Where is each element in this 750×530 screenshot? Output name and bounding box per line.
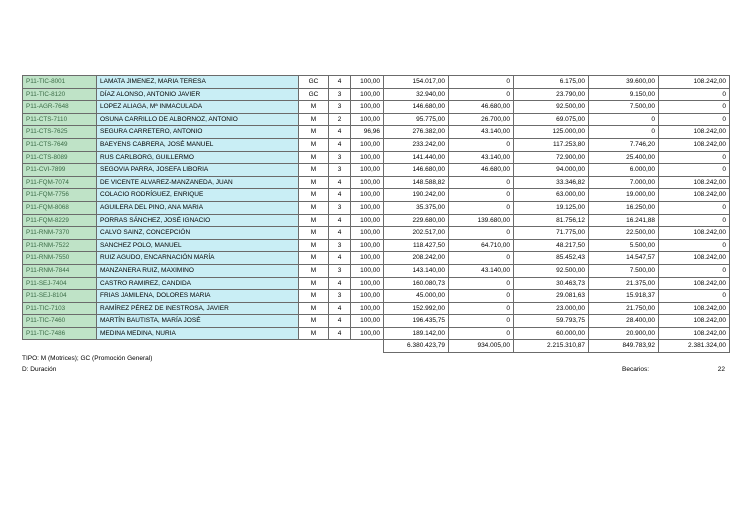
cell-dur: 3 bbox=[329, 88, 351, 101]
cell-c4: 0 bbox=[659, 101, 730, 114]
cell-tipo: M bbox=[299, 201, 329, 214]
cell-tipo: M bbox=[299, 264, 329, 277]
cell-dur: 4 bbox=[329, 302, 351, 315]
cell-c4: 108.242,00 bbox=[659, 189, 730, 202]
cell-c3: 22.500,00 bbox=[589, 227, 659, 240]
cell-pct: 100,00 bbox=[351, 239, 384, 252]
cell-c2: 60.000,00 bbox=[514, 327, 589, 340]
legend-tipo: TIPO: M (Motrices); GC (Promoción General) bbox=[22, 355, 153, 362]
total-col3: 849.783,92 bbox=[589, 340, 659, 353]
cell-tipo: M bbox=[299, 277, 329, 290]
cell-c2: 92.500,00 bbox=[514, 101, 589, 114]
cell-tipo: M bbox=[299, 138, 329, 151]
cell-c3: 9.150,00 bbox=[589, 88, 659, 101]
total-sum: 6.380.423,79 bbox=[384, 340, 449, 353]
cell-c4: 0 bbox=[659, 151, 730, 164]
cell-total: 146.680,00 bbox=[384, 101, 449, 114]
cell-c2: 29.081,63 bbox=[514, 290, 589, 303]
cell-c4: 108.242,00 bbox=[659, 252, 730, 265]
cell-name: MARTÍN BAUTISTA, MARÍA JOSÉ bbox=[97, 315, 299, 328]
cell-dur: 4 bbox=[329, 189, 351, 202]
total-col1: 934.005,00 bbox=[449, 340, 514, 353]
table-body bbox=[23, 76, 730, 340]
cell-dur: 3 bbox=[329, 290, 351, 303]
cell-pct: 100,00 bbox=[351, 227, 384, 240]
cell-c2: 63.000,00 bbox=[514, 189, 589, 202]
cell-code: P11-CTS-8089 bbox=[23, 151, 97, 164]
table-row bbox=[23, 126, 730, 139]
cell-c1: 0 bbox=[449, 277, 514, 290]
cell-name: LAMATA JIMENEZ, MARIA TERESA bbox=[97, 76, 299, 89]
cell-pct: 100,00 bbox=[351, 101, 384, 114]
cell-pct: 100,00 bbox=[351, 315, 384, 328]
cell-code: P11-CTS-7649 bbox=[23, 138, 97, 151]
table-row bbox=[23, 252, 730, 265]
cell-total: 146.680,00 bbox=[384, 164, 449, 177]
cell-c3: 16.241,88 bbox=[589, 214, 659, 227]
table-row bbox=[23, 315, 730, 328]
cell-pct: 100,00 bbox=[351, 176, 384, 189]
cell-pct: 96,96 bbox=[351, 126, 384, 139]
cell-c2: 71.775,00 bbox=[514, 227, 589, 240]
cell-total: 229.680,00 bbox=[384, 214, 449, 227]
cell-name: SANCHEZ POLO, MANUEL bbox=[97, 239, 299, 252]
cell-c1: 43.140,00 bbox=[449, 126, 514, 139]
cell-dur: 4 bbox=[329, 76, 351, 89]
cell-pct: 100,00 bbox=[351, 164, 384, 177]
cell-c4: 0 bbox=[659, 214, 730, 227]
table-row bbox=[23, 302, 730, 315]
cell-code: P11-TIC-8120 bbox=[23, 88, 97, 101]
cell-name: BAEYENS CABRERA, JOSÉ MANUEL bbox=[97, 138, 299, 151]
cell-tipo: M bbox=[299, 239, 329, 252]
cell-tipo: M bbox=[299, 126, 329, 139]
cell-code: P11-RNM-7844 bbox=[23, 264, 97, 277]
legend-duration: D: Duración bbox=[22, 366, 57, 373]
cell-dur: 4 bbox=[329, 126, 351, 139]
cell-code: P11-RNM-7550 bbox=[23, 252, 97, 265]
cell-c2: 125.000,00 bbox=[514, 126, 589, 139]
cell-tipo: M bbox=[299, 227, 329, 240]
cell-code: P11-FQM-8229 bbox=[23, 214, 97, 227]
cell-c4: 0 bbox=[659, 290, 730, 303]
cell-dur: 2 bbox=[329, 113, 351, 126]
table-row bbox=[23, 239, 730, 252]
cell-c2: 94.000,00 bbox=[514, 164, 589, 177]
cell-tipo: GC bbox=[299, 88, 329, 101]
cell-dur: 4 bbox=[329, 214, 351, 227]
cell-dur: 4 bbox=[329, 227, 351, 240]
cell-name: RAMÍREZ PÉREZ DE INESTROSA, JAVIER bbox=[97, 302, 299, 315]
cell-code: P11-RNM-7522 bbox=[23, 239, 97, 252]
cell-c1: 139.680,00 bbox=[449, 214, 514, 227]
cell-c3: 7.500,00 bbox=[589, 101, 659, 114]
cell-dur: 4 bbox=[329, 327, 351, 340]
cell-c2: 23.790,00 bbox=[514, 88, 589, 101]
cell-name: SEGURA CARRETERO, ANTONIO bbox=[97, 126, 299, 139]
cell-total: 32.940,00 bbox=[384, 88, 449, 101]
table-row bbox=[23, 138, 730, 151]
table-row bbox=[23, 113, 730, 126]
cell-pct: 100,00 bbox=[351, 277, 384, 290]
cell-pct: 100,00 bbox=[351, 252, 384, 265]
cell-c4: 0 bbox=[659, 239, 730, 252]
cell-c3: 7.500,00 bbox=[589, 264, 659, 277]
table-row bbox=[23, 76, 730, 89]
cell-tipo: M bbox=[299, 214, 329, 227]
cell-c1: 0 bbox=[449, 176, 514, 189]
cell-c2: 59.793,75 bbox=[514, 315, 589, 328]
cell-tipo: M bbox=[299, 189, 329, 202]
cell-c4: 0 bbox=[659, 201, 730, 214]
becarios-count: 22 bbox=[717, 366, 725, 373]
cell-total: 95.775,00 bbox=[384, 113, 449, 126]
cell-c3: 16.250,00 bbox=[589, 201, 659, 214]
cell-c1: 0 bbox=[449, 201, 514, 214]
totals-row bbox=[23, 340, 730, 353]
cell-pct: 100,00 bbox=[351, 290, 384, 303]
cell-c1: 64.710,00 bbox=[449, 239, 514, 252]
cell-pct: 100,00 bbox=[351, 214, 384, 227]
cell-c2: 92.500,00 bbox=[514, 264, 589, 277]
cell-c1: 0 bbox=[449, 302, 514, 315]
cell-pct: 100,00 bbox=[351, 88, 384, 101]
cell-name: FRIAS JAMILENA, DOLORES MARIA bbox=[97, 290, 299, 303]
cell-c4: 108.242,00 bbox=[659, 327, 730, 340]
table-row bbox=[23, 164, 730, 177]
cell-c1: 0 bbox=[449, 76, 514, 89]
cell-code: P11-FQM-7074 bbox=[23, 176, 97, 189]
becarios-label: Becarios: bbox=[622, 366, 650, 373]
cell-c1: 0 bbox=[449, 315, 514, 328]
table-row bbox=[23, 277, 730, 290]
cell-pct: 100,00 bbox=[351, 264, 384, 277]
cell-c1: 26.700,00 bbox=[449, 113, 514, 126]
cell-c3: 0 bbox=[589, 113, 659, 126]
cell-code: P11-TIC-7103 bbox=[23, 302, 97, 315]
cell-tipo: M bbox=[299, 176, 329, 189]
cell-total: 141.440,00 bbox=[384, 151, 449, 164]
cell-code: P11-RNM-7370 bbox=[23, 227, 97, 240]
cell-c1: 0 bbox=[449, 327, 514, 340]
cell-name: COLACIO RODRÍGUEZ, ENRIQUE bbox=[97, 189, 299, 202]
cell-total: 35.375,00 bbox=[384, 201, 449, 214]
cell-tipo: M bbox=[299, 315, 329, 328]
cell-c4: 108.242,00 bbox=[659, 277, 730, 290]
cell-tipo: M bbox=[299, 101, 329, 114]
cell-c3: 39.600,00 bbox=[589, 76, 659, 89]
cell-c3: 21.375,00 bbox=[589, 277, 659, 290]
cell-dur: 4 bbox=[329, 252, 351, 265]
cell-c4: 108.242,00 bbox=[659, 315, 730, 328]
cell-tipo: M bbox=[299, 164, 329, 177]
cell-c3: 20.900,00 bbox=[589, 327, 659, 340]
cell-total: 276.382,00 bbox=[384, 126, 449, 139]
cell-c3: 7.000,00 bbox=[589, 176, 659, 189]
cell-dur: 3 bbox=[329, 264, 351, 277]
cell-c4: 0 bbox=[659, 264, 730, 277]
cell-c1: 46.680,00 bbox=[449, 164, 514, 177]
cell-c3: 7.746,20 bbox=[589, 138, 659, 151]
cell-tipo: GC bbox=[299, 76, 329, 89]
table-row bbox=[23, 327, 730, 340]
cell-code: P11-TIC-7486 bbox=[23, 327, 97, 340]
total-col4: 2.381.324,00 bbox=[659, 340, 730, 353]
cell-pct: 100,00 bbox=[351, 113, 384, 126]
cell-c4: 108.242,00 bbox=[659, 302, 730, 315]
cell-c2: 19.125,00 bbox=[514, 201, 589, 214]
cell-code: P11-SEJ-8104 bbox=[23, 290, 97, 303]
table-row bbox=[23, 227, 730, 240]
cell-c2: 72.900,00 bbox=[514, 151, 589, 164]
cell-total: 154.017,00 bbox=[384, 76, 449, 89]
cell-total: 45.000,00 bbox=[384, 290, 449, 303]
cell-dur: 3 bbox=[329, 164, 351, 177]
cell-total: 208.242,00 bbox=[384, 252, 449, 265]
cell-c4: 108.242,00 bbox=[659, 76, 730, 89]
cell-c3: 0 bbox=[589, 126, 659, 139]
cell-pct: 100,00 bbox=[351, 151, 384, 164]
cell-c1: 43.140,00 bbox=[449, 151, 514, 164]
cell-tipo: M bbox=[299, 302, 329, 315]
cell-c4: 108.242,00 bbox=[659, 138, 730, 151]
cell-c1: 0 bbox=[449, 189, 514, 202]
cell-c4: 108.242,00 bbox=[659, 176, 730, 189]
cell-name: CALVO SAINZ, CONCEPCIÓN bbox=[97, 227, 299, 240]
cell-code: P11-TIC-8001 bbox=[23, 76, 97, 89]
table-row bbox=[23, 176, 730, 189]
cell-pct: 100,00 bbox=[351, 76, 384, 89]
cell-total: 160.080,73 bbox=[384, 277, 449, 290]
table-row bbox=[23, 189, 730, 202]
cell-code: P11-TIC-7460 bbox=[23, 315, 97, 328]
cell-c3: 15.918,37 bbox=[589, 290, 659, 303]
cell-name: AGUILERA DEL PINO, ANA MARIA bbox=[97, 201, 299, 214]
table-row bbox=[23, 264, 730, 277]
cell-c2: 48.217,50 bbox=[514, 239, 589, 252]
cell-c3: 14.547,57 bbox=[589, 252, 659, 265]
cell-code: P11-AGR-7648 bbox=[23, 101, 97, 114]
cell-name: PORRAS SÁNCHEZ, JOSÉ IGNACIO bbox=[97, 214, 299, 227]
cell-name: LOPEZ ALIAGA, Mª INMACULADA bbox=[97, 101, 299, 114]
cell-name: DÍAZ ALONSO, ANTONIO JAVIER bbox=[97, 88, 299, 101]
cell-pct: 100,00 bbox=[351, 201, 384, 214]
cell-tipo: M bbox=[299, 290, 329, 303]
cell-name: MANZANERA RUIZ, MAXIMINO bbox=[97, 264, 299, 277]
cell-dur: 4 bbox=[329, 277, 351, 290]
cell-name: RUS CARLBORG, GUILLERMO bbox=[97, 151, 299, 164]
cell-total: 152.992,00 bbox=[384, 302, 449, 315]
cell-c4: 0 bbox=[659, 88, 730, 101]
cell-c1: 0 bbox=[449, 290, 514, 303]
cell-total: 143.140,00 bbox=[384, 264, 449, 277]
cell-name: RUIZ AGUDO, ENCARNACIÓN MARÍA bbox=[97, 252, 299, 265]
cell-code: P11-CVI-7899 bbox=[23, 164, 97, 177]
cell-name: SEGOVIA PARRA, JOSEFA LIBORIA bbox=[97, 164, 299, 177]
cell-c1: 0 bbox=[449, 252, 514, 265]
cell-c2: 33.346,82 bbox=[514, 176, 589, 189]
cell-c3: 19.000,00 bbox=[589, 189, 659, 202]
cell-name: DE VICENTE ALVAREZ-MANZANEDA, JUAN bbox=[97, 176, 299, 189]
table-row bbox=[23, 201, 730, 214]
cell-tipo: M bbox=[299, 327, 329, 340]
cell-c2: 81.756,12 bbox=[514, 214, 589, 227]
table-row bbox=[23, 290, 730, 303]
total-col2: 2.215.310,87 bbox=[514, 340, 589, 353]
cell-c3: 5.500,00 bbox=[589, 239, 659, 252]
cell-pct: 100,00 bbox=[351, 189, 384, 202]
cell-total: 118.427,50 bbox=[384, 239, 449, 252]
cell-dur: 3 bbox=[329, 101, 351, 114]
cell-tipo: M bbox=[299, 113, 329, 126]
cell-code: P11-CTS-7625 bbox=[23, 126, 97, 139]
cell-c4: 0 bbox=[659, 113, 730, 126]
cell-total: 202.517,00 bbox=[384, 227, 449, 240]
cell-name: MEDINA MEDINA, NURIA bbox=[97, 327, 299, 340]
cell-c3: 28.400,00 bbox=[589, 315, 659, 328]
cell-c2: 6.175,00 bbox=[514, 76, 589, 89]
cell-total: 196.435,75 bbox=[384, 315, 449, 328]
cell-total: 190.242,00 bbox=[384, 189, 449, 202]
cell-code: P11-FQM-7756 bbox=[23, 189, 97, 202]
cell-name: CASTRO RAMIREZ, CANDIDA bbox=[97, 277, 299, 290]
cell-total: 148.588,82 bbox=[384, 176, 449, 189]
cell-c1: 0 bbox=[449, 138, 514, 151]
cell-c2: 30.463,73 bbox=[514, 277, 589, 290]
table-row bbox=[23, 151, 730, 164]
cell-c2: 69.075,00 bbox=[514, 113, 589, 126]
cell-code: P11-CTS-7110 bbox=[23, 113, 97, 126]
table-row bbox=[23, 101, 730, 114]
cell-c4: 108.242,00 bbox=[659, 227, 730, 240]
cell-dur: 3 bbox=[329, 239, 351, 252]
cell-dur: 3 bbox=[329, 201, 351, 214]
cell-dur: 3 bbox=[329, 151, 351, 164]
cell-dur: 4 bbox=[329, 315, 351, 328]
cell-c2: 23.000,00 bbox=[514, 302, 589, 315]
cell-total: 233.242,00 bbox=[384, 138, 449, 151]
cell-c3: 21.750,00 bbox=[589, 302, 659, 315]
cell-c1: 43.140,00 bbox=[449, 264, 514, 277]
cell-name: OSUNA CARRILLO DE ALBORNOZ, ANTONIO bbox=[97, 113, 299, 126]
cell-c1: 46.680,00 bbox=[449, 101, 514, 114]
table-row bbox=[23, 88, 730, 101]
cell-pct: 100,00 bbox=[351, 327, 384, 340]
cell-c3: 25.400,00 bbox=[589, 151, 659, 164]
cell-total: 189.142,00 bbox=[384, 327, 449, 340]
cell-c1: 0 bbox=[449, 88, 514, 101]
cell-tipo: M bbox=[299, 252, 329, 265]
cell-c4: 108.242,00 bbox=[659, 126, 730, 139]
cell-c1: 0 bbox=[449, 227, 514, 240]
cell-pct: 100,00 bbox=[351, 138, 384, 151]
cell-code: P11-FQM-8068 bbox=[23, 201, 97, 214]
cell-dur: 4 bbox=[329, 176, 351, 189]
cell-dur: 4 bbox=[329, 138, 351, 151]
table-row bbox=[23, 214, 730, 227]
cell-code: P11-SEJ-7404 bbox=[23, 277, 97, 290]
cell-c2: 85.452,43 bbox=[514, 252, 589, 265]
cell-c2: 117.253,80 bbox=[514, 138, 589, 151]
cell-tipo: M bbox=[299, 151, 329, 164]
grant-table bbox=[22, 75, 730, 353]
cell-c3: 6.000,00 bbox=[589, 164, 659, 177]
cell-c4: 0 bbox=[659, 164, 730, 177]
cell-pct: 100,00 bbox=[351, 302, 384, 315]
